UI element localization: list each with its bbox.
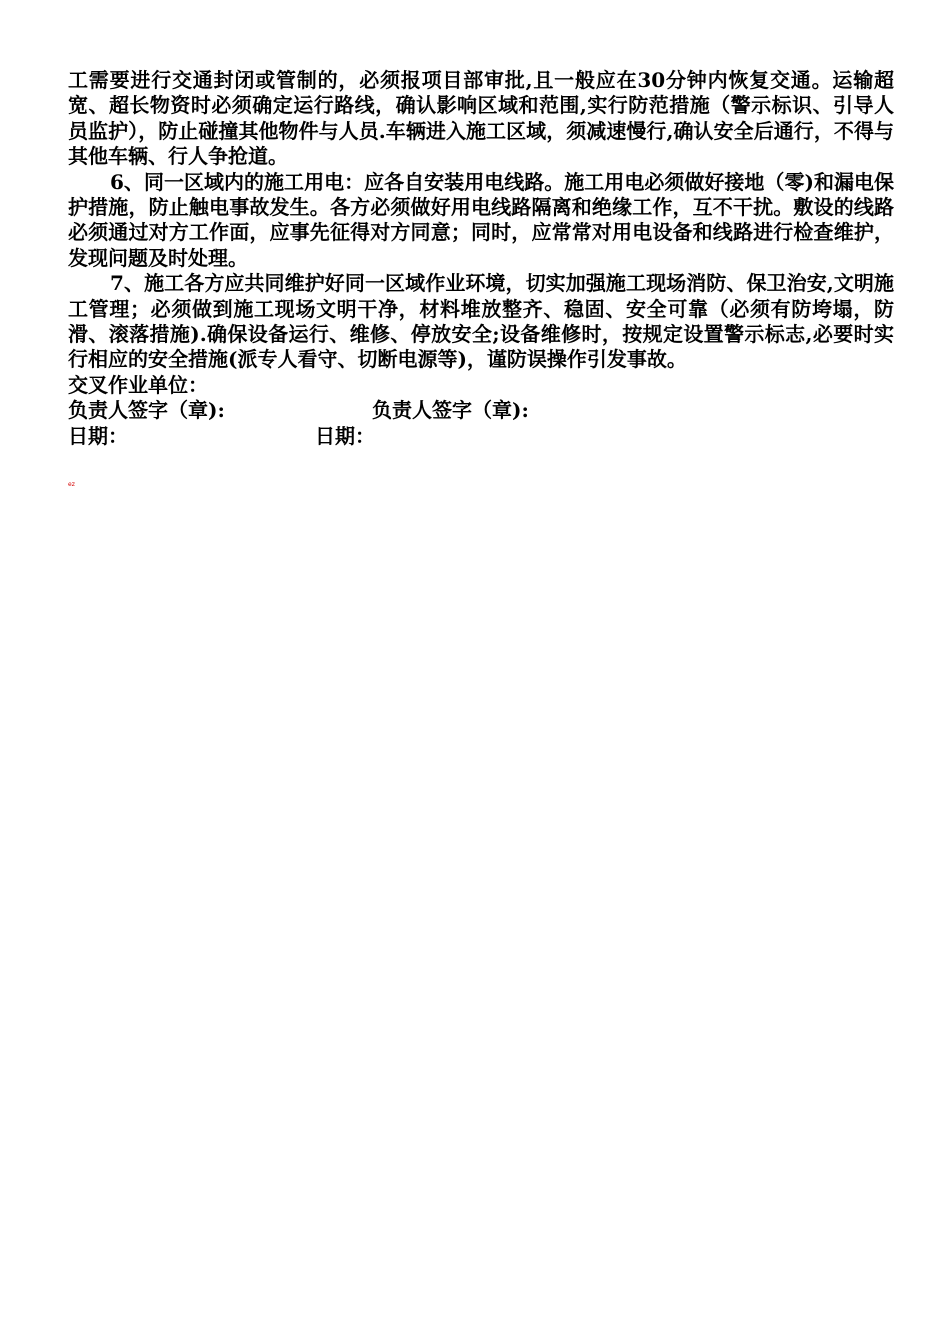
date-label-left: 日期： — [68, 423, 128, 448]
paragraph-item-6-electricity: 6、同一区域内的施工用电：应各自安装用电线路。施工用电必须做好接地（零)和漏电保护措施，防止触电事故发生。各方必须做好用电线路隔离和绝缘工作，互不干扰。敷设的线路必须通过对方工作面，应事先征得对方同意；同时，应常常对用电设备和线路进行检查维护，发现问题及时处理。 — [68, 169, 894, 270]
date-row — [68, 424, 894, 449]
paragraph-item-7-environment: 7、施工各方应共同维护好同一区域作业环境，切实加强施工现场消防、保卫治安,文明施工管理；必须做到施工现场文明干净，材料堆放整齐、稳固、安全可靠（必须有防垮塌，防滑、滚落措施).确保设备运行、维修、停放安全;设备维修时，按规定设置警示标志,必要时实行相应的安全措施(派专人看守、切断电源等)，谨防误操作引发事故。 — [68, 271, 894, 372]
paragraph-traffic-control: 工需要进行交通封闭或管制的，必须报项目部审批,且一般应在30分钟内恢复交通。运输超宽、超长物资时必须确定运行路线，确认影响区域和范围,实行防范措施（警示标识、引导人员监护），防止碰撞其他物件与人员.车辆进入施工区域，须减速慢行,确认安全后通行，不得与其他车辆、行人争抢道。 — [68, 68, 894, 169]
footer-mark: ez — [68, 481, 75, 488]
date-label-right: 日期： — [315, 423, 375, 448]
signature-row — [68, 398, 894, 423]
document-page — [68, 68, 894, 449]
signature-label-right: 负责人签字（章): — [372, 398, 529, 423]
cross-unit-label: 交叉作业单位： — [68, 372, 208, 397]
signature-label-left: 负责人签字（章): — [68, 398, 225, 423]
